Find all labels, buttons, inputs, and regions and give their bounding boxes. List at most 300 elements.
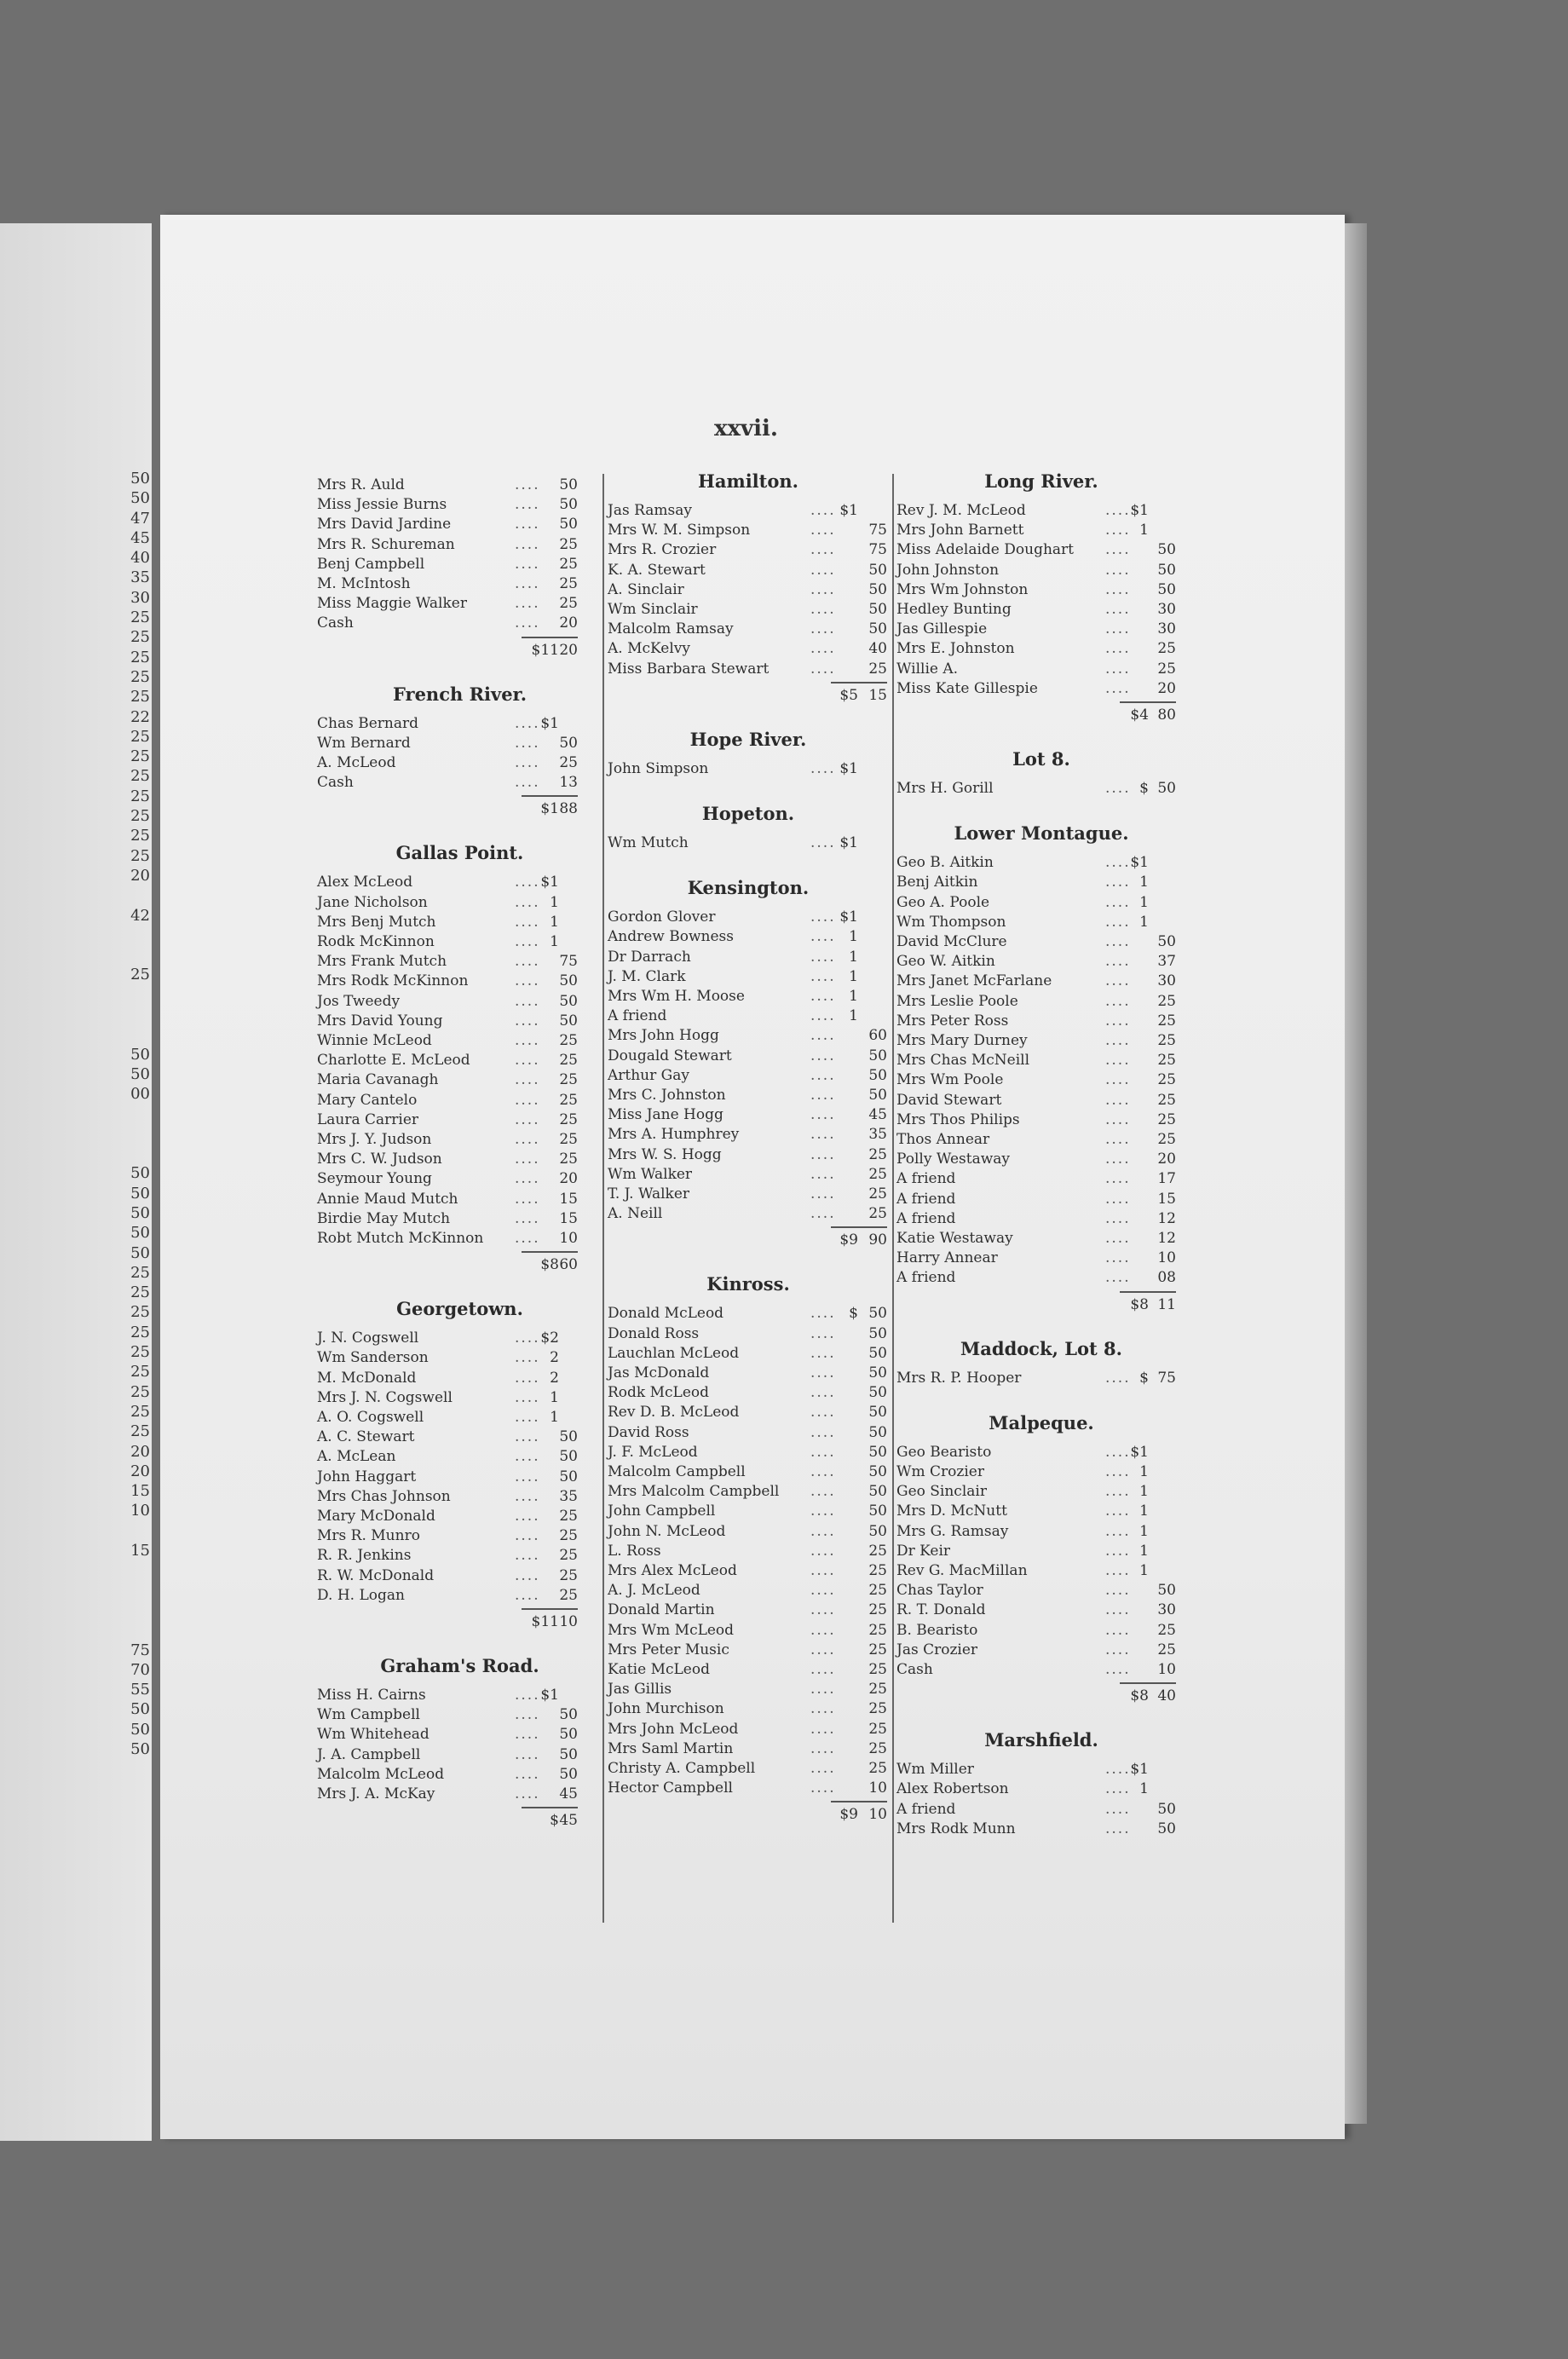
donor-entry [608, 1739, 889, 1759]
edge-number: 50 [130, 470, 150, 487]
donor-name: Geo Sinclair [896, 1483, 987, 1501]
amount-cents: 35 [868, 1126, 887, 1144]
donor-name: Mrs J. N. Cogswell [317, 1388, 453, 1406]
donor-name: A. C. Stewart [317, 1428, 415, 1446]
amount-cents: 30 [1157, 620, 1176, 638]
edge-number [0, 945, 150, 965]
edge-number [0, 1581, 150, 1601]
amount-cents: 20 [559, 1170, 578, 1188]
donor-name: Gordon Glover [608, 908, 716, 926]
leader-dots: .... [810, 1305, 836, 1323]
leader-dots: .... [515, 516, 540, 534]
amount-cents: 25 [868, 1582, 887, 1600]
donor-name: John Simpson [608, 759, 709, 777]
amount-dollars: $ [1139, 1369, 1149, 1387]
donor-name: Willie A. [896, 660, 959, 678]
amount-cents: 25 [868, 1601, 887, 1619]
donor-name: Chas Taylor [896, 1582, 983, 1600]
donor-name: Hedley Bunting [896, 601, 1012, 618]
edge-number: 50 [130, 1203, 150, 1222]
amount-cents: 35 [559, 1487, 578, 1505]
donor-entry [896, 1209, 1186, 1229]
donor-entry [608, 1462, 889, 1482]
donor-name: Dougald Stewart [608, 1047, 732, 1064]
donor-entry [608, 1364, 889, 1383]
leader-dots: .... [515, 1131, 540, 1148]
amount-cents: 25 [559, 595, 578, 613]
donor-name: Katie Westaway [896, 1230, 1013, 1247]
total-rule [1120, 1291, 1176, 1293]
donor-name: Cash [317, 614, 354, 632]
leader-dots: .... [810, 1027, 836, 1045]
donor-entry [896, 1581, 1186, 1601]
donor-entry [317, 1110, 602, 1130]
leader-dots: .... [810, 948, 836, 966]
edge-number: 25 [130, 846, 150, 865]
amount-cents: 50 [559, 972, 578, 990]
amount-dollars: $1 [1130, 1443, 1149, 1461]
donor-entry [317, 1369, 602, 1388]
amount-cents: 50 [1157, 1820, 1176, 1837]
amount-cents: 30 [1157, 1601, 1176, 1619]
amount-cents: 25 [1157, 1131, 1176, 1148]
donor-entry [896, 1601, 1186, 1620]
donor-name: A friend [896, 1800, 956, 1818]
amount-cents: 30 [1157, 601, 1176, 618]
leader-dots: .... [1105, 1230, 1131, 1247]
donor-name: Donald Ross [608, 1324, 700, 1342]
donor-entry [608, 660, 889, 679]
donor-entry [317, 1468, 602, 1487]
edge-number [0, 926, 150, 945]
leader-dots: .... [1105, 541, 1131, 559]
leader-dots: .... [1105, 640, 1131, 658]
edge-number: 50 [130, 1164, 150, 1183]
donor-name: Mrs D. McNutt [896, 1502, 1007, 1520]
donor-name: Malcolm Ramsay [608, 620, 734, 638]
amount-cents: 50 [868, 1305, 887, 1323]
amount-cents: 50 [868, 601, 887, 618]
donor-entry [608, 1423, 889, 1443]
section-total [317, 1811, 602, 1831]
leader-dots: .... [515, 476, 540, 493]
amount-cents: 75 [868, 541, 887, 559]
amount-dollars: 1 [849, 1007, 858, 1025]
donor-name: Miss Adelaide Doughart [896, 541, 1075, 559]
section-heading: Hamilton. [698, 470, 798, 492]
amount-cents: 25 [868, 660, 887, 678]
leader-dots: .... [1105, 1369, 1131, 1387]
leader-dots: .... [515, 754, 540, 771]
leader-dots: .... [515, 1566, 540, 1584]
donor-name: Miss Jane Hogg [608, 1106, 723, 1124]
donor-entry [608, 1779, 889, 1798]
donor-entry [896, 620, 1186, 639]
leader-dots: .... [810, 1720, 836, 1738]
donor-entry [317, 1447, 602, 1467]
donor-entry [317, 1229, 602, 1249]
amount-cents: 25 [1157, 1621, 1176, 1639]
amount-cents: 25 [868, 1542, 887, 1560]
donor-entry [896, 540, 1186, 560]
edge-number: 75 [130, 1641, 150, 1659]
edge-number [0, 1144, 150, 1163]
amount-cents: 25 [868, 1145, 887, 1163]
donor-entry [896, 1482, 1186, 1502]
donor-entry [896, 1150, 1186, 1169]
amount-dollars: 1 [1139, 1542, 1149, 1560]
edge-number: 70 [130, 1660, 150, 1679]
leader-dots: .... [515, 1349, 540, 1367]
amount-cents: 25 [868, 1165, 887, 1183]
edge-number [0, 1124, 150, 1144]
section-heading: Long River. [984, 470, 1098, 492]
donor-name: Mrs J. A. McKay [317, 1785, 435, 1802]
amount-cents: 25 [868, 1739, 887, 1757]
amount-cents: 25 [559, 1091, 578, 1109]
amount-dollars: $ [849, 1305, 858, 1323]
donor-entry [608, 1185, 889, 1204]
leader-dots: .... [515, 1388, 540, 1406]
leader-dots: .... [1105, 1071, 1131, 1089]
donor-name: Mrs C. W. Judson [317, 1151, 442, 1168]
donor-entry [896, 873, 1186, 892]
leader-dots: .... [515, 1091, 540, 1109]
leader-dots: .... [1105, 1249, 1131, 1267]
donor-entry [317, 1051, 602, 1070]
donor-name: Rodk McKinnon [317, 933, 435, 950]
leader-dots: .... [810, 1661, 836, 1678]
donor-entry [317, 1031, 602, 1051]
donor-name: Thos Annear [896, 1131, 990, 1148]
donor-name: J. N. Cogswell [317, 1329, 419, 1347]
edge-number: 20 [130, 1462, 150, 1480]
section-heading: Maddock, Lot 8. [960, 1337, 1122, 1359]
amount-cents: 10 [868, 1779, 887, 1797]
donor-entry [608, 1145, 889, 1165]
donor-name: D. H. Logan [317, 1586, 405, 1604]
donor-entry [317, 614, 602, 633]
donor-name: Mrs Saml Martin [608, 1739, 734, 1757]
amount-dollars: $1 [540, 874, 559, 891]
leader-dots: .... [810, 1700, 836, 1718]
donor-entry [896, 952, 1186, 972]
donor-entry [317, 932, 602, 952]
leader-dots: .... [1105, 1761, 1131, 1779]
donor-entry [608, 1482, 889, 1502]
donor-entry [896, 1502, 1186, 1521]
amount-dollars: 1 [1139, 522, 1149, 539]
total-dollars: $8 [1130, 1687, 1149, 1705]
donor-name: M. McIntosh [317, 575, 411, 592]
amount-dollars: 1 [550, 1409, 559, 1426]
section-heading: French River. [392, 683, 527, 705]
edge-number: 25 [130, 688, 150, 707]
donor-entry [896, 1443, 1186, 1462]
leader-dots: .... [515, 1409, 540, 1426]
donor-entry [608, 1621, 889, 1641]
amount-cents: 50 [559, 1726, 578, 1744]
section-heading: Hope River. [689, 728, 807, 750]
donor-entry [608, 1641, 889, 1660]
donor-entry [608, 1759, 889, 1779]
amount-cents: 20 [1157, 679, 1176, 697]
donor-entry [317, 495, 602, 515]
total-cents: 20 [559, 641, 578, 659]
donor-name: Wm Crozier [896, 1463, 984, 1480]
donor-entry [317, 734, 602, 753]
amount-cents: 50 [868, 1423, 887, 1441]
donor-name: Miss H. Cairns [317, 1687, 426, 1704]
leader-dots: .... [1105, 1190, 1131, 1208]
donor-name: A. McLean [317, 1448, 396, 1466]
donor-name: Jas Gillespie [896, 620, 988, 638]
donor-name: Miss Kate Gillespie [896, 679, 1038, 697]
donor-entry [896, 1012, 1186, 1031]
donor-name: Mrs Benj Mutch [317, 913, 436, 931]
donor-entry [317, 1586, 602, 1606]
donor-name: Mrs R. Crozier [608, 541, 717, 559]
donor-name: Alex Robertson [896, 1780, 1009, 1798]
donor-name: Dr Darrach [608, 948, 691, 966]
leader-dots: .... [515, 992, 540, 1010]
leader-dots: .... [515, 595, 540, 613]
leader-dots: .... [810, 1404, 836, 1422]
amount-cents: 25 [559, 575, 578, 592]
donor-name: Mrs Janet McFarlane [896, 972, 1052, 990]
amount-cents: 50 [868, 1483, 887, 1501]
amount-cents: 50 [1157, 561, 1176, 579]
donor-name: John Johnston [896, 561, 1000, 579]
amount-cents: 60 [868, 1027, 887, 1045]
donor-entry [608, 1699, 889, 1719]
leader-dots: .... [515, 1170, 540, 1188]
amount-dollars: $1 [839, 502, 858, 519]
donor-entry [608, 1561, 889, 1581]
leader-dots: .... [810, 1126, 836, 1144]
donor-name: Arthur Gay [608, 1066, 689, 1084]
adjacent-page [0, 223, 152, 2141]
leader-dots: .... [1105, 1502, 1131, 1520]
amount-cents: 15 [1157, 1190, 1176, 1208]
amount-dollars: 1 [550, 893, 559, 911]
total-dollars: $4 [1130, 707, 1149, 724]
edge-number: 25 [130, 1323, 150, 1341]
donor-name: John Murchison [608, 1700, 724, 1718]
donor-entry [896, 1820, 1186, 1839]
amount-cents: 50 [868, 1324, 887, 1342]
donor-entry [608, 1344, 889, 1364]
donor-name: John Campbell [608, 1502, 716, 1520]
donor-name: Mrs Thos Philips [896, 1110, 1020, 1128]
leader-dots: .... [810, 601, 836, 618]
amount-cents: 45 [559, 1785, 578, 1802]
donor-entry [896, 1779, 1186, 1799]
amount-cents: 45 [868, 1106, 887, 1124]
leader-dots: .... [810, 1760, 836, 1777]
leader-dots: .... [515, 933, 540, 950]
donor-name: John N. McLeod [608, 1522, 726, 1540]
leader-dots: .... [810, 1007, 836, 1025]
donor-entry [608, 540, 889, 560]
donor-entry [317, 1705, 602, 1725]
donor-name: Malcolm McLeod [317, 1765, 445, 1783]
section-heading: Hopeton. [701, 803, 795, 824]
section-heading: Kinross. [706, 1273, 790, 1295]
donor-entry [896, 1110, 1186, 1130]
donor-name: Mrs R. P. Hooper [896, 1369, 1022, 1387]
leader-dots: .... [810, 1621, 836, 1639]
donor-entry [896, 1169, 1186, 1189]
amount-cents: 25 [868, 1720, 887, 1738]
total-cents: 10 [559, 1613, 578, 1630]
donor-name: Katie McLeod [608, 1661, 710, 1678]
section-heading: Kensington. [687, 877, 810, 899]
donor-entry [317, 992, 602, 1012]
amount-dollars: $1 [839, 759, 858, 777]
edge-number: 50 [130, 1720, 150, 1739]
leader-dots: .... [515, 1468, 540, 1485]
edge-number [0, 1005, 150, 1024]
donor-name: Jas Crozier [896, 1641, 978, 1658]
donor-name: R. T. Donald [896, 1601, 986, 1619]
edge-number: 25 [130, 1283, 150, 1302]
edge-number: 50 [130, 1740, 150, 1758]
donor-name: A. O. Cogswell [317, 1409, 424, 1426]
leader-dots: .... [810, 1641, 836, 1658]
donor-entry [317, 1070, 602, 1090]
donor-entry [896, 1051, 1186, 1070]
donor-entry [608, 1086, 889, 1105]
donor-name: Mrs Alex McLeod [608, 1562, 737, 1579]
amount-cents: 25 [559, 1110, 578, 1128]
edge-number [0, 1620, 150, 1640]
amount-cents: 50 [559, 1012, 578, 1030]
donor-name: T. J. Walker [608, 1185, 690, 1203]
donor-name: K. A. Stewart [608, 561, 706, 579]
leader-dots: .... [1105, 522, 1131, 539]
leader-dots: .... [515, 555, 540, 573]
donor-entry [896, 1369, 1186, 1388]
donor-name: Jane Nicholson [317, 893, 428, 911]
leader-dots: .... [1105, 1522, 1131, 1540]
donor-entry [317, 1388, 602, 1408]
donor-entry [896, 660, 1186, 679]
amount-cents: 10 [1157, 1249, 1176, 1267]
donor-entry [608, 580, 889, 600]
edge-number [0, 885, 150, 905]
leader-dots: .... [515, 1190, 540, 1208]
donor-name: A friend [896, 1190, 956, 1208]
section-heading: Gallas Point. [395, 842, 524, 864]
donor-name: Mrs Frank Mutch [317, 953, 447, 971]
amount-cents: 17 [1157, 1170, 1176, 1188]
amount-cents: 50 [559, 1745, 578, 1763]
donor-name: David Ross [608, 1423, 689, 1441]
donor-name: Mrs Wm Poole [896, 1071, 1004, 1089]
leader-dots: .... [515, 1151, 540, 1168]
donor-name: Mrs John McLeod [608, 1720, 739, 1738]
donor-name: Donald McLeod [608, 1305, 724, 1323]
amount-cents: 50 [868, 1384, 887, 1402]
donor-entry [896, 1542, 1186, 1561]
amount-cents: 15 [559, 1190, 578, 1208]
leader-dots: .... [1105, 1170, 1131, 1188]
leader-dots: .... [1105, 1012, 1131, 1030]
leader-dots: .... [810, 1324, 836, 1342]
donor-name: Mrs Peter Ross [896, 1012, 1009, 1030]
leader-dots: .... [1105, 601, 1131, 618]
edge-number [0, 985, 150, 1005]
donor-entry [317, 893, 602, 913]
leader-dots: .... [1105, 502, 1131, 519]
donor-name: Annie Maud Mutch [317, 1190, 458, 1208]
donor-entry [896, 1621, 1186, 1641]
edge-number: 15 [130, 1482, 150, 1501]
edge-number: 20 [130, 866, 150, 885]
amount-cents: 50 [559, 1448, 578, 1466]
edge-number: 50 [130, 1243, 150, 1262]
section-heading: Lower Montague. [954, 822, 1129, 845]
edge-number: 25 [130, 608, 150, 627]
donor-entry [896, 1660, 1186, 1680]
column-divider [892, 474, 894, 1923]
leader-dots: .... [515, 535, 540, 553]
donor-entry [317, 1091, 602, 1110]
donor-entry [896, 1130, 1186, 1150]
donor-name: Jas Ramsay [608, 502, 692, 519]
leader-dots: .... [515, 953, 540, 971]
edge-number: 25 [130, 787, 150, 805]
leader-dots: .... [1105, 1209, 1131, 1227]
amount-cents: 40 [868, 640, 887, 658]
donor-name: L. Ross [608, 1542, 661, 1560]
leader-dots: .... [1105, 1780, 1131, 1798]
leader-dots: .... [810, 1443, 836, 1461]
amount-cents: 25 [1157, 1110, 1176, 1128]
amount-cents: 50 [559, 1706, 578, 1724]
donor-entry [608, 1581, 889, 1601]
leader-dots: .... [515, 893, 540, 911]
donor-name: Alex McLeod [317, 874, 413, 891]
amount-dollars: $1 [1130, 1761, 1149, 1779]
leader-dots: .... [810, 640, 836, 658]
donor-name: Wm Thompson [896, 913, 1006, 931]
donor-name: Polly Westaway [896, 1151, 1010, 1168]
donor-name: Cash [317, 774, 354, 792]
amount-cents: 25 [559, 1508, 578, 1525]
donor-name: Benj Aitkin [896, 874, 978, 891]
section-total [317, 799, 602, 819]
leader-dots: .... [515, 1745, 540, 1763]
donor-name: Maria Cavanagh [317, 1071, 439, 1089]
donor-name: Mrs Chas Johnson [317, 1487, 451, 1505]
leader-dots: .... [515, 1230, 540, 1247]
donor-entry [608, 1502, 889, 1521]
donor-entry [896, 679, 1186, 699]
donor-name: Mrs C. Johnston [608, 1087, 726, 1104]
donor-entry [608, 908, 889, 927]
amount-dollars: 1 [1139, 1562, 1149, 1579]
leader-dots: .... [810, 1185, 836, 1203]
leader-dots: .... [515, 614, 540, 632]
donor-entry [608, 1165, 889, 1185]
leader-dots: .... [515, 1052, 540, 1070]
donor-entry [317, 753, 602, 773]
donor-name: A. Sinclair [608, 580, 684, 598]
amount-cents: 25 [868, 1700, 887, 1718]
edge-number: 55 [130, 1681, 150, 1699]
